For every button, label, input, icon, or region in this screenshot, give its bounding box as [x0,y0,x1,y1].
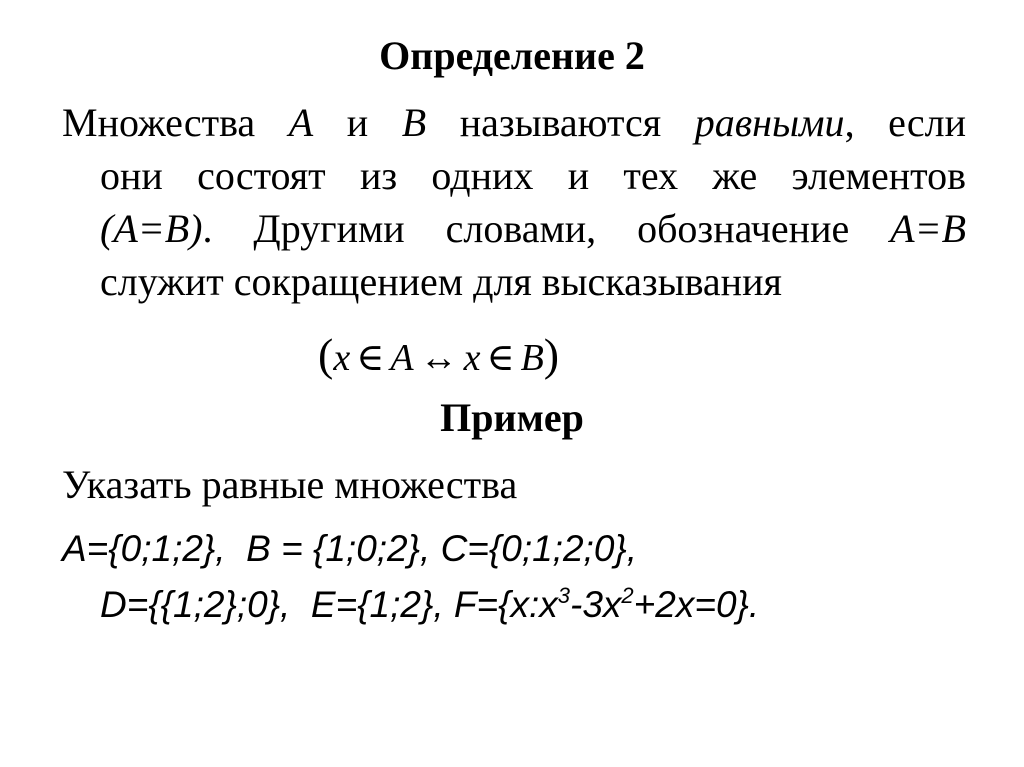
close-paren: ) [543,329,560,380]
set-f-part: +2x=0}. [633,584,760,625]
set-d: D={{1;2};0}, [100,584,291,625]
open-paren: ( [318,329,334,380]
set-b: B = {1;0;2}, [246,528,431,569]
definition-heading: Определение 2 [379,33,645,78]
exponent: 2 [621,583,634,608]
definition-line-2: они состоят из одних и тех же элементов [100,153,966,198]
text-fragment: называются [426,100,695,145]
example-task: Указать равные множества [62,462,518,507]
equivalence-arrow: ↔ [419,337,458,379]
set-f-part: -3x [570,584,622,625]
sets-line-2 [100,578,759,631]
definition-text [62,96,966,308]
defined-term: равными [694,100,845,145]
set-a-symbol: A [288,100,314,145]
equivalence-formula [318,329,560,380]
equality-notation: (A=B) [100,206,203,251]
set-f [454,584,759,625]
element-of-symbol: ∈ [356,337,385,379]
variable-x: x [333,337,351,379]
definition-line-1 [62,96,966,149]
set-e: E={1;2}, [310,584,444,625]
sets-line-1 [62,522,637,575]
equality-notation: A=B [890,206,966,251]
text-fragment: , если [844,100,966,145]
set-b-symbol: B [401,100,427,145]
definition-line-4: служит сокращением для высказывания [100,259,782,304]
example-heading: Пример [440,395,584,440]
set-b-symbol: B [520,337,544,379]
text-fragment: Множества [62,100,289,145]
text-fragment: . Другими словами, обозначение [202,206,891,251]
definition-line-3 [62,202,966,255]
exponent: 3 [557,583,571,608]
set-c: C={0;1;2;0}, [440,528,638,569]
variable-x: x [463,337,481,379]
set-a-symbol: A [390,337,414,379]
set-f-part: F={x:x [453,584,558,625]
element-of-symbol: ∈ [486,337,515,379]
text-fragment: и [313,100,402,145]
set-a: A={0;1;2}, [62,528,226,569]
